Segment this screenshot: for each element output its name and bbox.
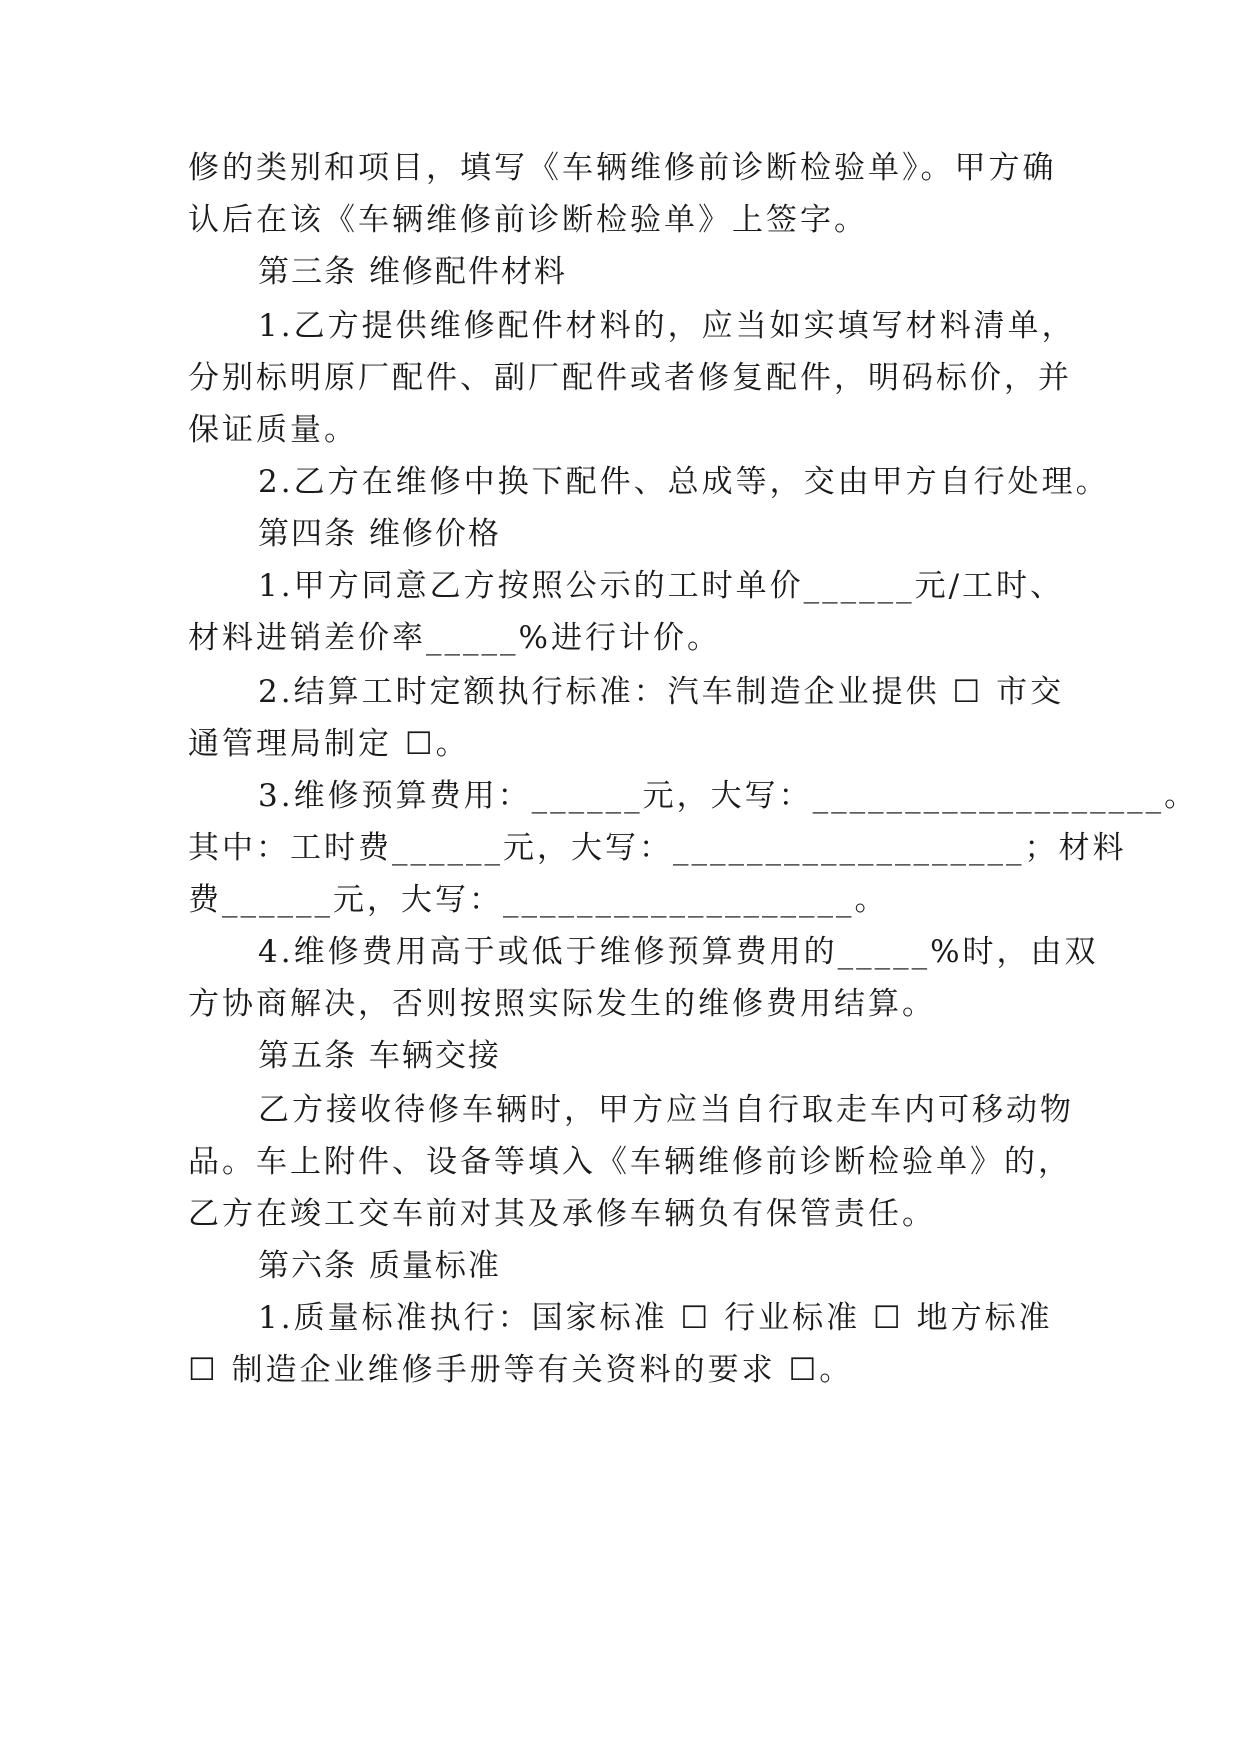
article-heading: 第五条 车辆交接 [258, 1038, 501, 1074]
paragraph-line: 通管理局制定 ☐。 [188, 726, 470, 762]
paragraph-line: 其中：工时费______元，大写：___________________；材料 [188, 830, 1127, 866]
paragraph-line: 2.乙方在维修中换下配件、总成等，交由甲方自行处理。 [258, 464, 1110, 500]
paragraph-line: 材料进销差价率_____%进行计价。 [188, 620, 721, 656]
paragraph-line: 保证质量。 [188, 412, 358, 448]
paragraph-line: 分别标明原厂配件、副厂配件或者修复配件，明码标价，并 [188, 360, 1072, 396]
paragraph-line: 品。车上附件、设备等填入《车辆维修前诊断检验单》的， [188, 1144, 1072, 1180]
paragraph-line: 3.维修预算费用：______元，大写：___________________。 [258, 778, 1199, 814]
paragraph-line: 2.结算工时定额执行标准：汽车制造企业提供 ☐ 市交 [258, 674, 1065, 710]
paragraph-line: 费______元，大写：___________________。 [188, 882, 889, 918]
paragraph-line: 4.维修费用高于或低于维修预算费用的_____%时，由双 [258, 934, 1099, 970]
article-heading: 第三条 维修配件材料 [258, 254, 567, 290]
article-heading: 第六条 质量标准 [258, 1248, 501, 1284]
paragraph-line: 方协商解决，否则按照实际发生的维修费用结算。 [188, 986, 936, 1022]
paragraph-line: 乙方接收待修车辆时，甲方应当自行取走车内可移动物 [258, 1092, 1074, 1128]
paragraph-line: 1.甲方同意乙方按照公示的工时单价______元/工时、 [258, 568, 1065, 604]
paragraph-line: 1.质量标准执行：国家标准 ☐ 行业标准 ☐ 地方标准 [258, 1300, 1053, 1336]
paragraph-line: 修的类别和项目，填写《车辆维修前诊断检验单》。甲方确 [188, 150, 1057, 186]
paragraph-line: 1.乙方提供维修配件材料的，应当如实填写材料清单， [258, 308, 1076, 344]
paragraph-line: 乙方在竣工交车前对其及承修车辆负有保管责任。 [188, 1196, 936, 1232]
paragraph-line: ☐ 制造企业维修手册等有关资料的要求 ☐。 [188, 1352, 854, 1388]
paragraph-line: 认后在该《车辆维修前诊断检验单》上签字。 [188, 202, 868, 238]
article-heading: 第四条 维修价格 [258, 516, 501, 552]
